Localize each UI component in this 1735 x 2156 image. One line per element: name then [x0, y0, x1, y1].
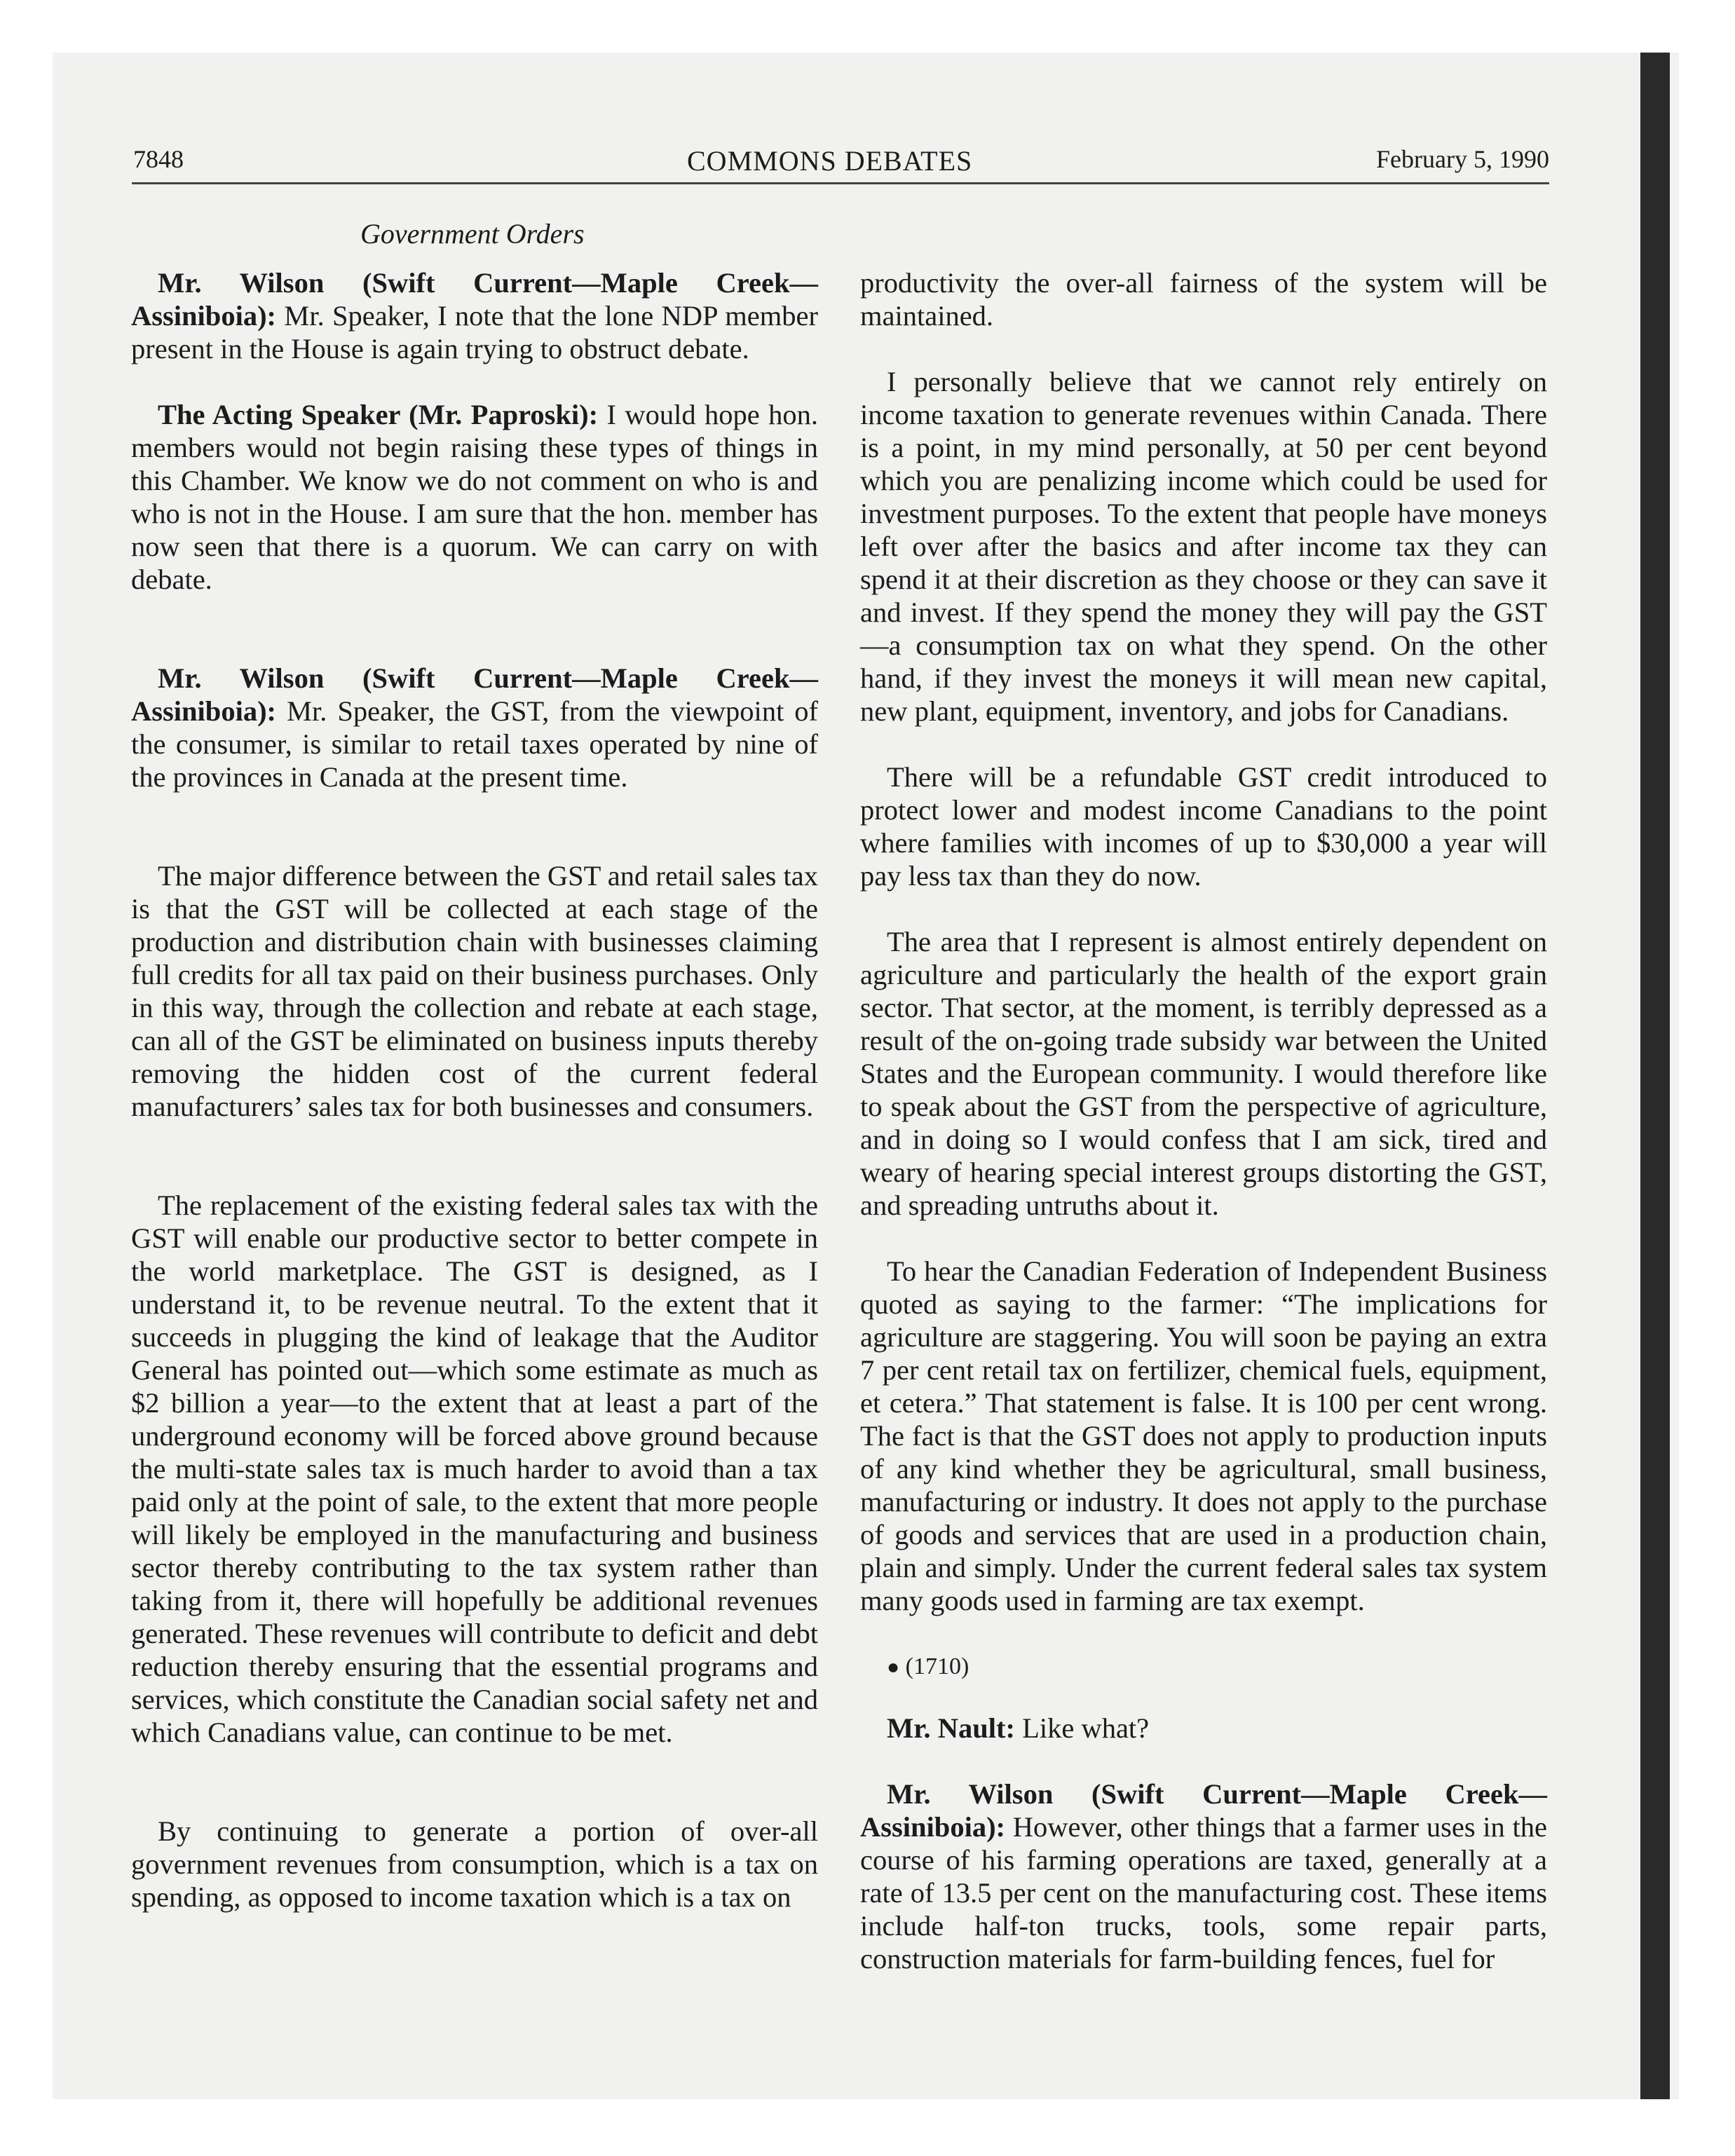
paragraph [860, 760, 1547, 892]
paragraph [860, 1712, 1547, 1745]
time-stamp-text: (1710) [905, 1653, 969, 1679]
speaker-name: Mr. Wilson (Swift Current—Maple Creek—Assiniboia): [131, 267, 818, 332]
paragraph [131, 859, 818, 1123]
running-head: COMMONS DEBATES [687, 145, 973, 177]
paragraph-text: The area that I represent is almost entirely dependent on agriculture and particularly the health of the export grain sector. That sector, at the moment, is terribly depressed as a result of the on-going trade subsidy war between the United States and the European community. I would therefore like to speak about the GST from the perspective of agriculture, and in doing so I would confess that I am sick, tired and weary of hearing special interest groups distorting the GST, and spreading untruths about it. [860, 926, 1547, 1221]
speaker-name: Mr. Wilson (Swift Current—Maple Creek—Assiniboia): [860, 1778, 1547, 1843]
page-number: 7848 [133, 145, 184, 173]
paragraph-text: There will be a refundable GST credit introduced to protect lower and modest income Canadians to the point where families with incomes of up to $30,000 a year will pay less tax than they do now. [860, 761, 1547, 892]
header-rule [132, 182, 1549, 184]
paragraph-text: However, other things that a farmer uses in the course of his farming operations are taxed, generally at a rate of 13.5 per cent on the manufacturing cost. These items include half-ton trucks, tools, some repair parts, construction materials for farm-building fences, fuel for [860, 1811, 1547, 1974]
paragraph-text: productivity the over-all fairness of the system will be maintained. [860, 267, 1547, 332]
paragraph [860, 1255, 1547, 1617]
paragraph [131, 1189, 818, 1749]
section-title: Government Orders [360, 218, 585, 250]
paragraph [131, 662, 818, 793]
speaker-name: Mr. Wilson (Swift Current—Maple Creek—Assiniboia): [131, 662, 818, 727]
paragraph [860, 365, 1547, 728]
left-column [131, 266, 818, 1946]
paragraph-text: Mr. Speaker, the GST, from the viewpoint of the consumer, is similar to retail taxes operated by nine of the provinces in Canada at the present time. [131, 695, 818, 793]
speaker-name: The Acting Speaker (Mr. Paproski): [158, 399, 599, 430]
paragraph-text: Mr. Speaker, I note that the lone NDP member present in the House is again trying to obstruct debate. [131, 300, 818, 364]
paragraph-text: To hear the Canadian Federation of Independent Business quoted as saying to the farmer: “The implications for agriculture are staggering. You will soon be paying an extra 7 per cent retail tax on fertilizer, chemical fuels, equipment, et cetera.” That statement is false. It is 100 per cent wrong. The fact is that the GST does not apply to production inputs of any kind whether they be agricultural, small business, manufacturing or industry. It does not apply to the purchase of goods and services that are used in a production chain, plain and simply. Under the current federal sales tax system many goods used in farming are tax exempt. [860, 1255, 1547, 1616]
paragraph [860, 925, 1547, 1222]
paragraph [860, 266, 1547, 332]
right-column [860, 266, 1547, 2008]
paragraph-text: I personally believe that we cannot rely entirely on income taxation to generate revenues within Canada. There is a point, in my mind personally, at 50 per cent beyond which you are penalizing income which could be used for investment purposes. To the extent that people have moneys left over after the basics and after income tax they can spend it at their discretion as they choose or they can save it and invest. If they spend the money they will pay the GST—a consumption tax on what they spend. On the other hand, if they invest the moneys it will mean new capital, new plant, equipment, inventory, and jobs for Canadians. [860, 366, 1547, 727]
paragraph-text: The replacement of the existing federal sales tax with the GST will enable our productive sector to better compete in the world marketplace. The GST is designed, as I understand it, to be revenue neutral. To the extent that it succeeds in plugging the kind of leakage that the Auditor General has pointed out—which some estimate as much as $2 billion a year—to the extent that at least a part of the underground economy will be forced above ground because the multi-state sales tax is much harder to avoid than a tax paid only at the point of sale, to the extent that more people will likely be employed in the manufacturing and business sector thereby contributing to the tax system rather than taking from it, there will hopefully be additional revenues generated. These revenues will contribute to deficit and debt reduction thereby ensuring that the essential programs and services, which constitute the Canadian social safety net and which Canadians value, can continue to be met. [131, 1189, 818, 1748]
paragraph-text: The major difference between the GST and retail sales tax is that the GST will be collected at each stage of the production and distribution chain with businesses claiming full credits for all tax paid on their business purchases. Only in this way, through the collection and rebate at each stage, can all of the GST be eliminated on business inputs thereby removing the hidden cost of the current federal manufacturers’ sales tax for both businesses and consumers. [131, 860, 819, 1122]
speaker-name: Mr. Nault: [887, 1712, 1015, 1744]
scan-edge-shadow [1640, 53, 1670, 2099]
paragraph [860, 1778, 1547, 1975]
bullet-icon: ● [887, 1656, 900, 1679]
page-date: February 5, 1990 [1376, 145, 1549, 173]
paragraph [131, 266, 818, 365]
time-stamp [860, 1650, 1547, 1684]
paragraph-text: I would hope hon. members would not begin raising these types of things in this Chamber. We know we do not comment on who is and who is not in the House. I am sure that the hon. member has now seen that there is a quorum. We can carry on with debate. [131, 399, 818, 595]
paragraph [131, 398, 818, 596]
paragraph [131, 1815, 818, 1913]
paragraph-text: Like what? [1014, 1712, 1150, 1744]
paragraph-text: By continuing to generate a portion of over-all government revenues from consumption, which is a tax on spending, as opposed to income taxation which is a tax on [131, 1815, 818, 1913]
